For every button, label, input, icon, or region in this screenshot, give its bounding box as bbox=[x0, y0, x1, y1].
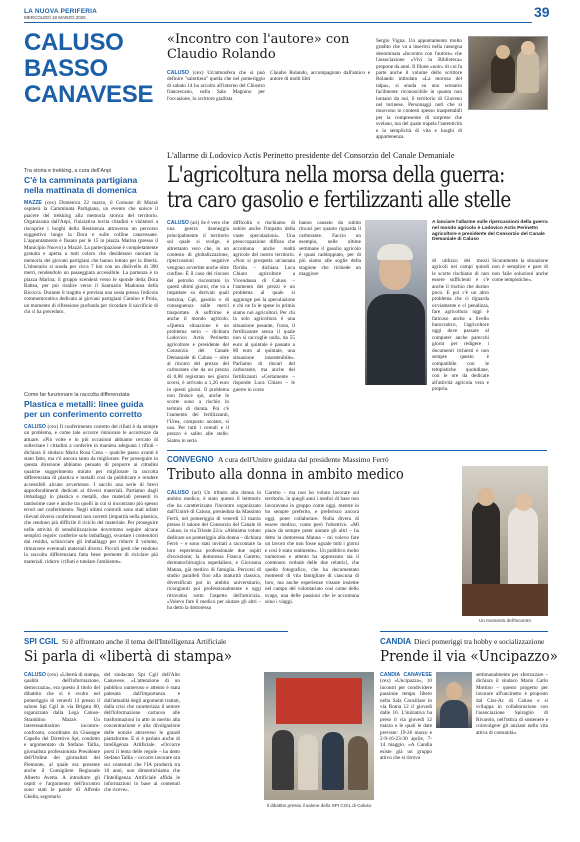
agricoltura-headline-line-2: tra caro gasolio e fertilizzanti alle stelle bbox=[167, 187, 511, 213]
spi-headline: Si parla di «libertà di stampa» bbox=[24, 647, 233, 665]
convegno-tag: CONVEGNO bbox=[167, 455, 214, 464]
agricoltura-column-3 bbox=[299, 220, 361, 445]
agricoltura-column-5 bbox=[432, 258, 489, 446]
agricoltura-headline-line-1: L'agricoltura nella morsa della guerra: bbox=[167, 162, 505, 188]
autore-photo bbox=[468, 36, 548, 110]
candia-photo bbox=[436, 672, 472, 728]
section-line-3: CANAVESE bbox=[24, 81, 154, 108]
spi-rule bbox=[24, 631, 288, 632]
plastica-dateline: CALUSO bbox=[24, 424, 46, 430]
candia-dateline: CANDIA CANAVESE bbox=[380, 672, 432, 678]
autore-text-2: Claudio Rolando, accompagnato dall'amico e autore di molti libri bbox=[270, 70, 370, 83]
spi-dateline: CALUSO bbox=[24, 672, 46, 678]
spi-dateline-tag: (cex) bbox=[47, 672, 59, 678]
convegno-column-1 bbox=[167, 490, 261, 622]
candia-kicker: Dieci pomeriggi tra hobby e socializzazione bbox=[414, 637, 545, 646]
autore-headline: «Incontro con l'autore» con Claudio Rolando bbox=[167, 32, 350, 62]
newspaper-name: LA NUOVA PERIFERIA bbox=[24, 8, 98, 15]
agricoltura-text-6: Sicuramente la situazione non è semplice e pare di non faile soluzioni anche come tempistiche». bbox=[492, 258, 548, 284]
plastica-kicker: Come far funzionare la raccolta differenziata bbox=[24, 392, 130, 398]
autore-column-2 bbox=[270, 70, 370, 83]
camminata-text: Domenica 22 marzo, il Comune di Mazzè ospiterà la Camminata Partigiana, un evento che unisce il piacere del trekking alla memoria storica del territorio. Organizzata dall'Anpi, l'iniziativa invita cittadini e visitatori a riscoprire i luoghi della Resistenza attraverso un percorso suggestivo lungo la Dora e sulle colline canavesane. L'appuntamento è fissato per le 15 in piazza Marina (presso il Municipio Nuovo) a Mazzè. La partecipazione è completamente gratuita e aperta a tutti coloro che desiderano onorare la memoria dei giovani partigiani che hanno lottato per la libertà. L'itinerario si snoda per circa 7 km con un dislivello di 390 metri, rendendolo un passeggiata accessibile. La partenza è in piazza Marina; il gruppo scenderà verso le sponde della Dora Baltea, per poi risalire verso il Santuario Madonna della Bicocca. Durante il tragitto è prevista una sosta presso l'edicola commemorativa dedicata ai giovani partigiani Camino e Prola, un momento di riflessione profonda per ricordare il sacrificio di chi ci ha preceduto. bbox=[24, 200, 158, 315]
agricoltura-photo-caption: A lanciare l'allarme sulle ripercussioni della guerra nel mondo agricolo è Lodovico Actis Perinetto agricoltore e presidente del Consorzio del Canale Demaniale di Caluso bbox=[432, 220, 548, 243]
convegno-column-2 bbox=[265, 490, 359, 622]
masthead-rule bbox=[24, 22, 532, 23]
candia-column-2 bbox=[476, 672, 548, 827]
autore-text-1: Un'atmosfera che si può definire "salottiera" quella che nel pomeriggio di sabato 14 ha accolto all'interno del Chiostro francescano, nella Sala Magnino per l'occasione, lo scrittore giallista bbox=[167, 70, 266, 102]
candia-text-1: «Uncipazzo», 10 incontri per condividere passione tempo libero nella Sala Consiliare in via Roma 12 il giovedì dalle 16. L'iniziativa ha preso il via giovedì 12 marzo e le quali le date previste: 19-26 marzo e 2-9-16-23-30 aprile, 7-14 maggio. «A Candia esiste già un gruppo attivo che si ritrova bbox=[380, 678, 432, 762]
issue-date: MERCOLEDÌ 18 MARZO 2026 bbox=[24, 15, 86, 20]
spi-text-1: «Libertà di stampa, qualità dell'informazione, democrazia», era questo il titolo del dibattito che si è svolto nel pomeriggio di venerdì 13 presso il salone Spi Cgil in via Brigata 80, organizzato dalla Lega Caluso-Strambino Mazzè. Un interessantissimo incontro-confronto, coordinato da Giuseppe Capello del Direttivo Spi, condotto e argomentato da Stefano Tallia, giornalista professionista Presidente dell'Ordine dei giornalisti del Piemonte, al quale era presente anche il Consigliere Regionale Alberto Avetta. A introdurre gli ospiti e l'argomento dell'incontro sono stati le parole di Alfredo Ghella, segretario bbox=[24, 672, 100, 800]
section-title bbox=[24, 30, 158, 165]
convegno-photo-caption: Un momento dell'incontro bbox=[479, 618, 531, 623]
convegno-kicker: A cura dell'Unitre guidata dal presidente Massimo Ferrò bbox=[218, 455, 389, 464]
plastica-text: Il conferimento corretto dei rifiuti è da sempre un problema, e come tale occorre rinnovare le accortezze da attuare. «Più volte e in più occasioni abbiamo cercato di sollecitare i cittadini a conferire in maniera adeguata i rifiuti – dichiara il sindaco Maria Rosa Cena – qualche passo avanti è stato fatto, ma c'è ancora tanto da migliorare. Per proseguire in questa direzione abbiamo pensato di proporre ai cittadini qualche suggerimento mirato per migliorare la raccolta differenziata di plastica e metalli così da pubblicare e rendere accessibili alcune avvertenze. I sacchi una serie di brevi approfondimenti dedicati ai diversi materiali. Partiamo dagli imballaggi in plastica e metalli, due materiali presenti in tantissime case e anche tra quelli in cui si incontrano più spesso errori nel conferimento. Negli ultimi controlli sono stati infatti rilevati diversi conferimenti non corretti (impurità nella plastica, che rendono più difficile il riciclo del materiale. Per proseguire nelle attività di sensibilizzazione dovremmo seguire alcune semplici regole: conferire solo imballaggi, svuotare i contenitori dai residui, schiacciare gli imballaggi per ridurre il volume, rimuovere eventuali materiali diversi. Piccoli gesti che rendono la raccolta differenziata fatta bene permette di riciclare più materiali, ridurre i rifiuti e tutelare l'ambiente». bbox=[24, 424, 158, 565]
spi-column-1 bbox=[24, 672, 100, 827]
plastica-headline: Plastica e metalli: linee guida per un conferimento corretto bbox=[24, 399, 144, 419]
camminata-headline: C'è la camminata partigiana nella mattinata di domenica bbox=[24, 175, 138, 195]
agricoltura-text-3: hanno causato da subito rincari per quanto riguarda il carburante. Faccio un esempio, nelle ultime settimane il gasolio agricolo è quasi raddoppiato, per di più siamo alle soglie della stagione che richiede un maggiore bbox=[299, 220, 361, 278]
autore-dateline: CALUSO bbox=[167, 70, 189, 76]
spi-kicker: Si è affrontato anche il tema dell'Intelligenza Artificiale bbox=[62, 637, 227, 646]
spi-text-2: del sindacato Spi Cgil dell'Alto Canavese. «L'attenzione di un pubblico numeroso e attento è stata palesata dall'importanza e dall'attualità degli argomenti trattati, dalla crisi che caratterizza il settore dell'informazione cartacea alle trasformazioni in atto in merito alla concentrazione e alla divulgazione delle notizie attraverso le grandi piattaforme. E si è parlato anche di Intelligenza Artificiale. «Occorre porsi il tema delle regole – ha detto Stefano Tallia – occorre lavorare ora sui contenuti che l'IA produrrà tra 10 anni, non dimentichiamo che l'Intelligenza Artificiale affida le informazioni in base ai contenuti che riceve». bbox=[104, 672, 180, 794]
candia-column-1 bbox=[380, 672, 432, 827]
agricoltura-column-2 bbox=[233, 220, 295, 445]
candia-tag: CANDIA bbox=[380, 637, 412, 646]
candia-rule bbox=[380, 631, 548, 632]
spi-photo-caption: Il dibattito presso il salone dello SPI CGIL di Caluso bbox=[266, 803, 372, 808]
agricoltura-text-2: difficoltà e rischiamo di subire anche l'impatto della vaste speculazioni». Una preoccupazione diffusa che accomuna anche realtà agricole del nostro territorio. «Non si prospetta un'annata florida – dichiara Luca Chiaro agricoltore a Vicendassa di Caluso – l'aumento dei prezzi è un problema al quale si aggiunge poi la speculazione e chi ne fa le spese in primis siamo noi agricoltori. Per chi la solo agricoltura è una situazione pesante, l'urea, il fertilizzante senza il quale non si raccoglie nulla, da 55 euro al quintale è passato a 80 euro al quintale, una situazione insostenibile». Parliamo di rincari del carburante, ma anche dei fertilizzanti «Certamente – risponde Luca Chiaro – le guerre in corso bbox=[233, 220, 295, 393]
camminata-body bbox=[24, 200, 158, 390]
spi-tag: SPI CGIL bbox=[24, 637, 59, 646]
spi-photo bbox=[264, 672, 374, 800]
convegno-text-2: Garetto – ma non ho voluto lavorare sul territorio, in quegli anni i medici di base non lavoravano in gruppo come oggi, mentre io ho sempre preferito, e preferisco ancora oggi, poter collaborare. Nulla divera di essere medico, come però l'obiettivo. «Mi piace da sempre poter aiutare gli altri – ha detto la dottoressa Manna – mi volevo fare un lavoro che non fosse uguale tutti i giorni e così è stato realmente». Un pubblico molto numeroso e attento ha apprezzato sia il contenuto verbale delle due relatrici, che quello fotografico, che ha documentato momenti di vita famigliare di ciascuna di loro, ma anche esperienze vissute insieme nel campo del volontariato così come dello svago, una delle passioni che le accomuna sono i viaggi. bbox=[265, 490, 359, 605]
agricoltura-column-1 bbox=[167, 220, 229, 445]
agricoltura-dateline: CALUSO bbox=[167, 220, 189, 226]
autore-dateline-tag: (cex) bbox=[192, 70, 204, 76]
plastica-body bbox=[24, 424, 158, 648]
camminata-dateline-tag: (cex) bbox=[45, 200, 56, 206]
autore-column-3 bbox=[376, 38, 462, 141]
agricoltura-photo bbox=[365, 220, 427, 385]
agricoltura-headline bbox=[167, 162, 511, 213]
spi-column-2 bbox=[104, 672, 180, 827]
section-line-2: BASSO bbox=[24, 55, 108, 82]
section-line-1: CALUSO bbox=[24, 29, 124, 56]
autore-text-3: Sergio Vigna. Un appuntamento molto gradito che va a inserirsi nella rassegna denominata «Incontro con l'autore» che l'associazione «Vivi la Biblioteca» propone da anni. Il filone «noir» di cui fa parte anche il volume dello scrittore Rolando intitolato «La morosa del talpa», si snoda su uno scenario facilmente riconoscibile in quanto non lontano da noi, il territorio di Giaveno nel torinese. Personaggi noti che si muovono in contesti spesso inaspettabili per la compresente di sorprese che svelano, ma del quale trapela l'autenticità e la semplicità di vita e luoghi di appartenenza. bbox=[376, 38, 462, 141]
convegno-photo bbox=[462, 466, 548, 616]
agricoltura-text-1: Se è vero che una guerra danneggia principalmente il territorio sul quale si svolge, è altrettanto vero che, in un contesto di globalizzazione, ripercussioni negative vengono avvertite anche oltre confine. È il caso del rincaro del petrolio riscontrato in questi ultimi giorni, che va a impattare su derivati quali benzina, Gpl, gasolio e di conseguenza sulle merci trasportate. A soffrirne è anche il mondo agricolo. «Questa situazione è un problema serio – dichiara Lodovico Actis Perinetto agricoltore e presidente del Consorzio del Canale Demaniale di Caluso – oltre al rincaro del prezzo del carburante che da un prezzo di 0,88 registrato nei giorni scorsi, è arrivato a 1,20 euro in questi giorni. Il problema non finisce qui, anche le scorte sono a rischio in termini di durata. Poi c'è l'aumento dei fertilizzanti, l'Urea, composto azotato, si usa. Per tutti i cereali e il prezzo è salito alle stelle. Siamo in seria bbox=[167, 220, 229, 444]
camminata-kicker: Tra storia e trekking, a cura dell'Anpi bbox=[24, 168, 112, 174]
convegno-text-1: Un tributo alla donna in ambito medico, è stato questo il leitmotiv che ha caratterizzato l'incontro organizzato dall'Unitrè di Caluso, presieduta da Massimo Ferrò, nel pomeriggio di venerdì 13 marzo presso il salone del Consorzio del Canale di Caluso, in via Trieste 22/a. «Abbiamo voluto dedicare un pomeriggio alla donna – dichiara Ferrò – e sono stati invitati a raccontare la loro esperienza professionale due ospiti d'eccezione; la dottoressa Franca Garetto, dermatochirurgica ospedaliera, e Giovanna Manna, già medico di famiglia. Percorsi di studio paralleli fino alla maturità classica, diversificati poi in ambito universitario, ricongiunti poi professionalmente e oggi ritrovatisi sotto l'aspetto dell'amicizia. «Volevo fare il medico per aiutare gli altri – ha detto la dottoressa bbox=[167, 490, 261, 612]
candia-headline: Prende il via «Uncipazzo» bbox=[380, 647, 558, 665]
plastica-dateline-tag: (cex) bbox=[47, 424, 59, 430]
page-number: 39 bbox=[534, 4, 550, 20]
camminata-dateline: MAZZÈ bbox=[24, 200, 42, 206]
candia-text-2: settimanalmente per sferruzzare – dichiara il sindaco Mario Carlo Mottino – questo progetto per lavorare all'uncinetto è proposto dal Ciss-Ac di Caluso e si sviluppa in collaborazione con l'associazione Spiraglio di Rivarolo, nell'ottica di sostenere e coinvolgere gli anziani nella vita attiva di comunità». bbox=[476, 672, 548, 736]
convegno-headline: Tributo alla donna in ambito medico bbox=[167, 466, 404, 483]
candia-dateline-tag: (cex) bbox=[380, 678, 391, 685]
agricoltura-text-5: di utilizzo dei mezzi agricoli nei campi quindi le scorte rischiano di non essere sufficienti e c'è anche il rischio che durino poco. E poi c'è un altro problema che ci riguarda ovviamente e ci penalizza, fare agricoltura oggi è faticoso anche a livello burocratico, l'agricoltore oggi deve passare al computer anche parecchi giorni per redigere i documenti richiesti e non sempre questo è compatibile con le tempistiche quotidiane, con le ore da dedicare all'attività agricola vera e propria. bbox=[432, 258, 489, 393]
agricoltura-column-6 bbox=[492, 258, 548, 446]
convegno-dateline-tag: (ari) bbox=[192, 490, 201, 496]
convegno-dateline: CALUSO bbox=[167, 490, 189, 496]
masthead bbox=[0, 0, 580, 30]
autore-column-1 bbox=[167, 70, 265, 102]
agricoltura-dateline-tag: (ari) bbox=[190, 220, 200, 226]
agricoltura-kicker: L'allarme di Lodovico Actis Perinetto presidente del Consorzio del Canale Demaniale bbox=[167, 151, 455, 160]
convegno-rule bbox=[167, 450, 547, 451]
